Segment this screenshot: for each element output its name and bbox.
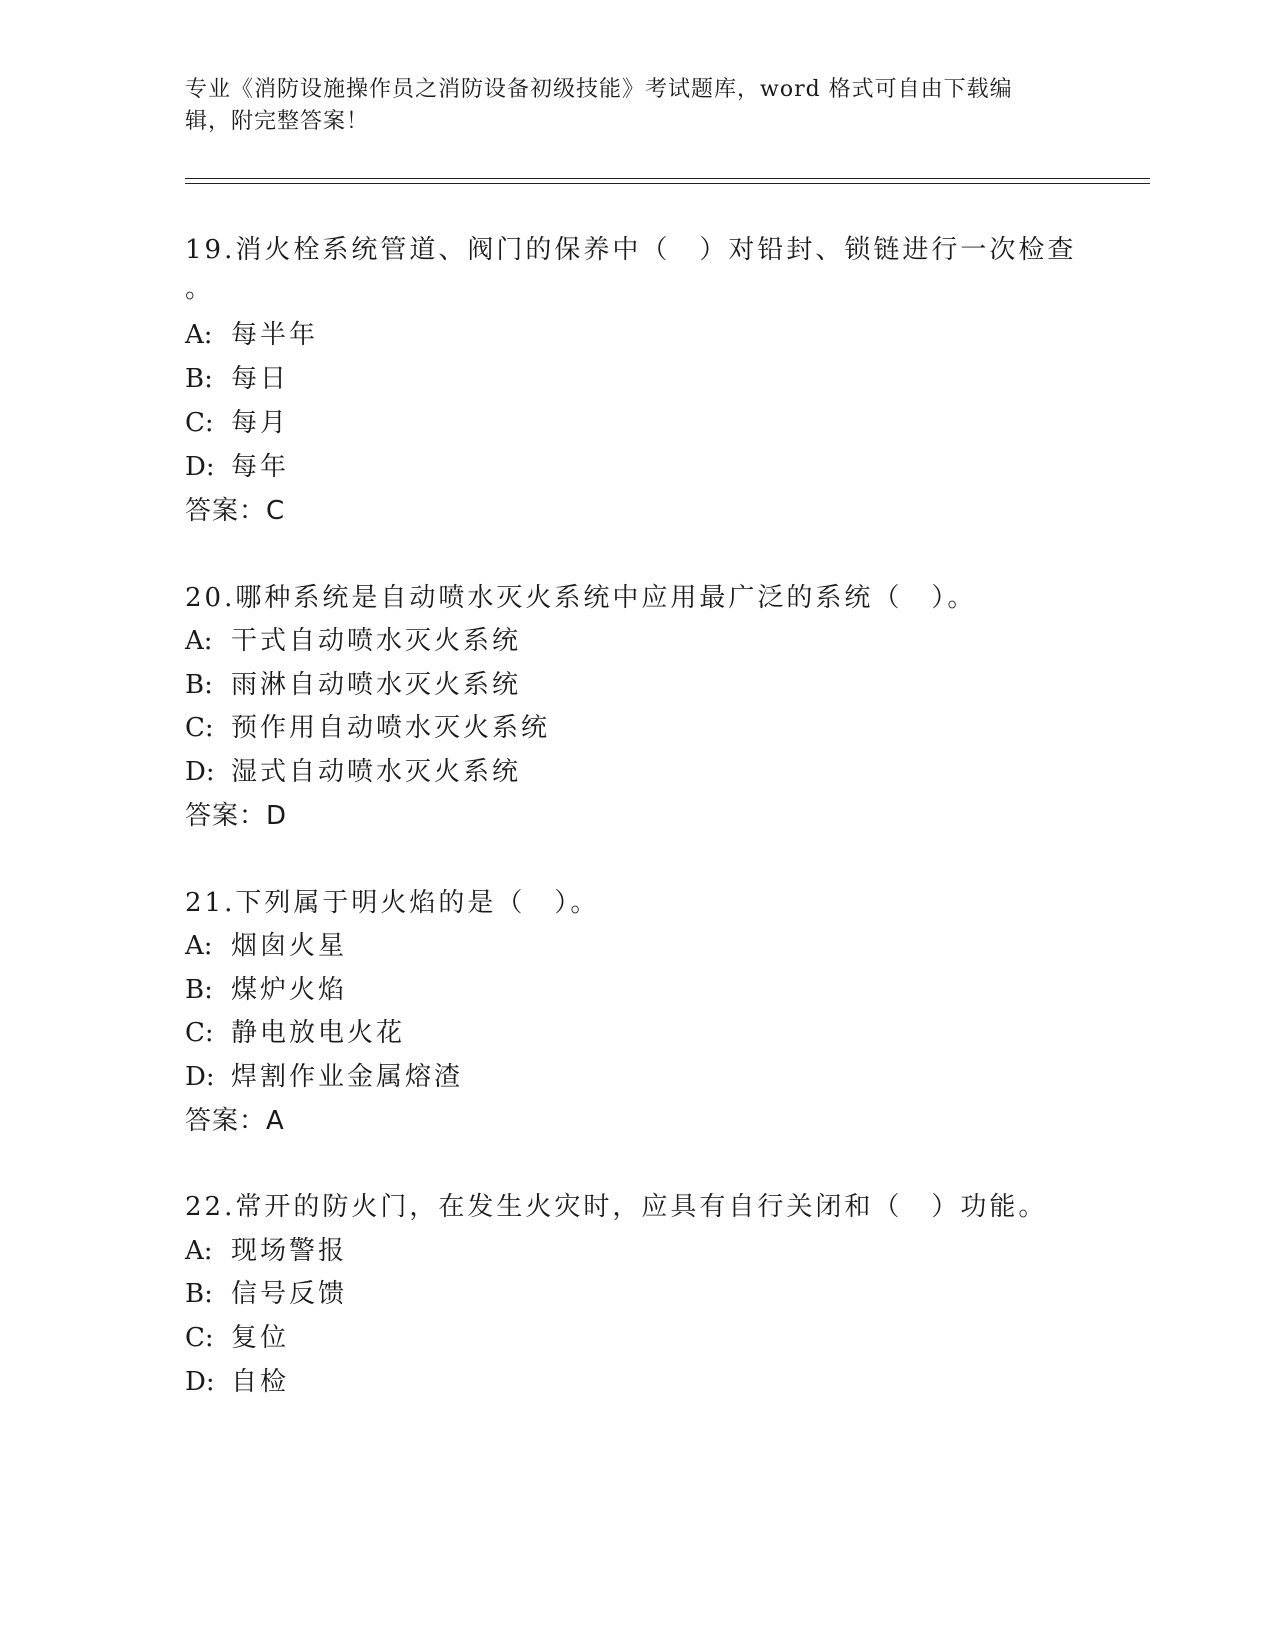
header-divider-top (185, 178, 1150, 179)
option-b: B: 煤炉火焰 (185, 975, 348, 1005)
option-c: C: 静电放电火花 (185, 1018, 406, 1048)
answer-label: 答案：A (185, 1106, 285, 1136)
option-c: C: 预作用自动喷水灭火系统 (185, 713, 551, 743)
answer-label: 答案：D (185, 801, 288, 831)
option-b: B: 信号反馈 (185, 1279, 348, 1309)
question-stem (185, 226, 1085, 304)
option-b: B: 每日 (185, 364, 290, 394)
header-note-line1: 专业《消防设施操作员之消防设备初级技能》考试题库，word 格式可自由下载编 (185, 77, 1013, 102)
option-d: D: 焊割作业金属熔渣 (185, 1062, 464, 1092)
option-a: A: 现场警报 (185, 1236, 348, 1266)
option-d: D: 自检 (185, 1367, 290, 1397)
option-a: A: 每半年 (185, 320, 319, 350)
option-c: C: 每月 (185, 408, 290, 438)
question-stem-line1: 19.消火栓系统管道、阀门的保养中（ ）对铅封、锁链进行一次检查 (185, 235, 1077, 265)
option-d: D: 湿式自动喷水灭火系统 (185, 757, 522, 787)
option-c: C: 复位 (185, 1323, 290, 1353)
question-stem: 22.常开的防火门，在发生火灾时，应具有自行关闭和（ ）功能。 (185, 1192, 1048, 1222)
option-b: B: 雨淋自动喷水灭火系统 (185, 670, 522, 700)
question-stem: 20.哪种系统是自动喷水灭火系统中应用最广泛的系统（ ）。 (185, 583, 977, 613)
question-stem: 21.下列属于明火焰的是（ ）。 (185, 888, 600, 918)
option-d: D: 每年 (185, 452, 290, 482)
question-stem-line2: 。 (185, 274, 215, 304)
header-note-line2: 辑，附完整答案！ (185, 109, 370, 134)
header-note (185, 74, 1065, 138)
answer-label: 答案：C (185, 496, 286, 526)
option-a: A: 干式自动喷水灭火系统 (185, 626, 522, 656)
header-divider-bottom (185, 183, 1150, 184)
option-a: A: 烟囱火星 (185, 931, 348, 961)
